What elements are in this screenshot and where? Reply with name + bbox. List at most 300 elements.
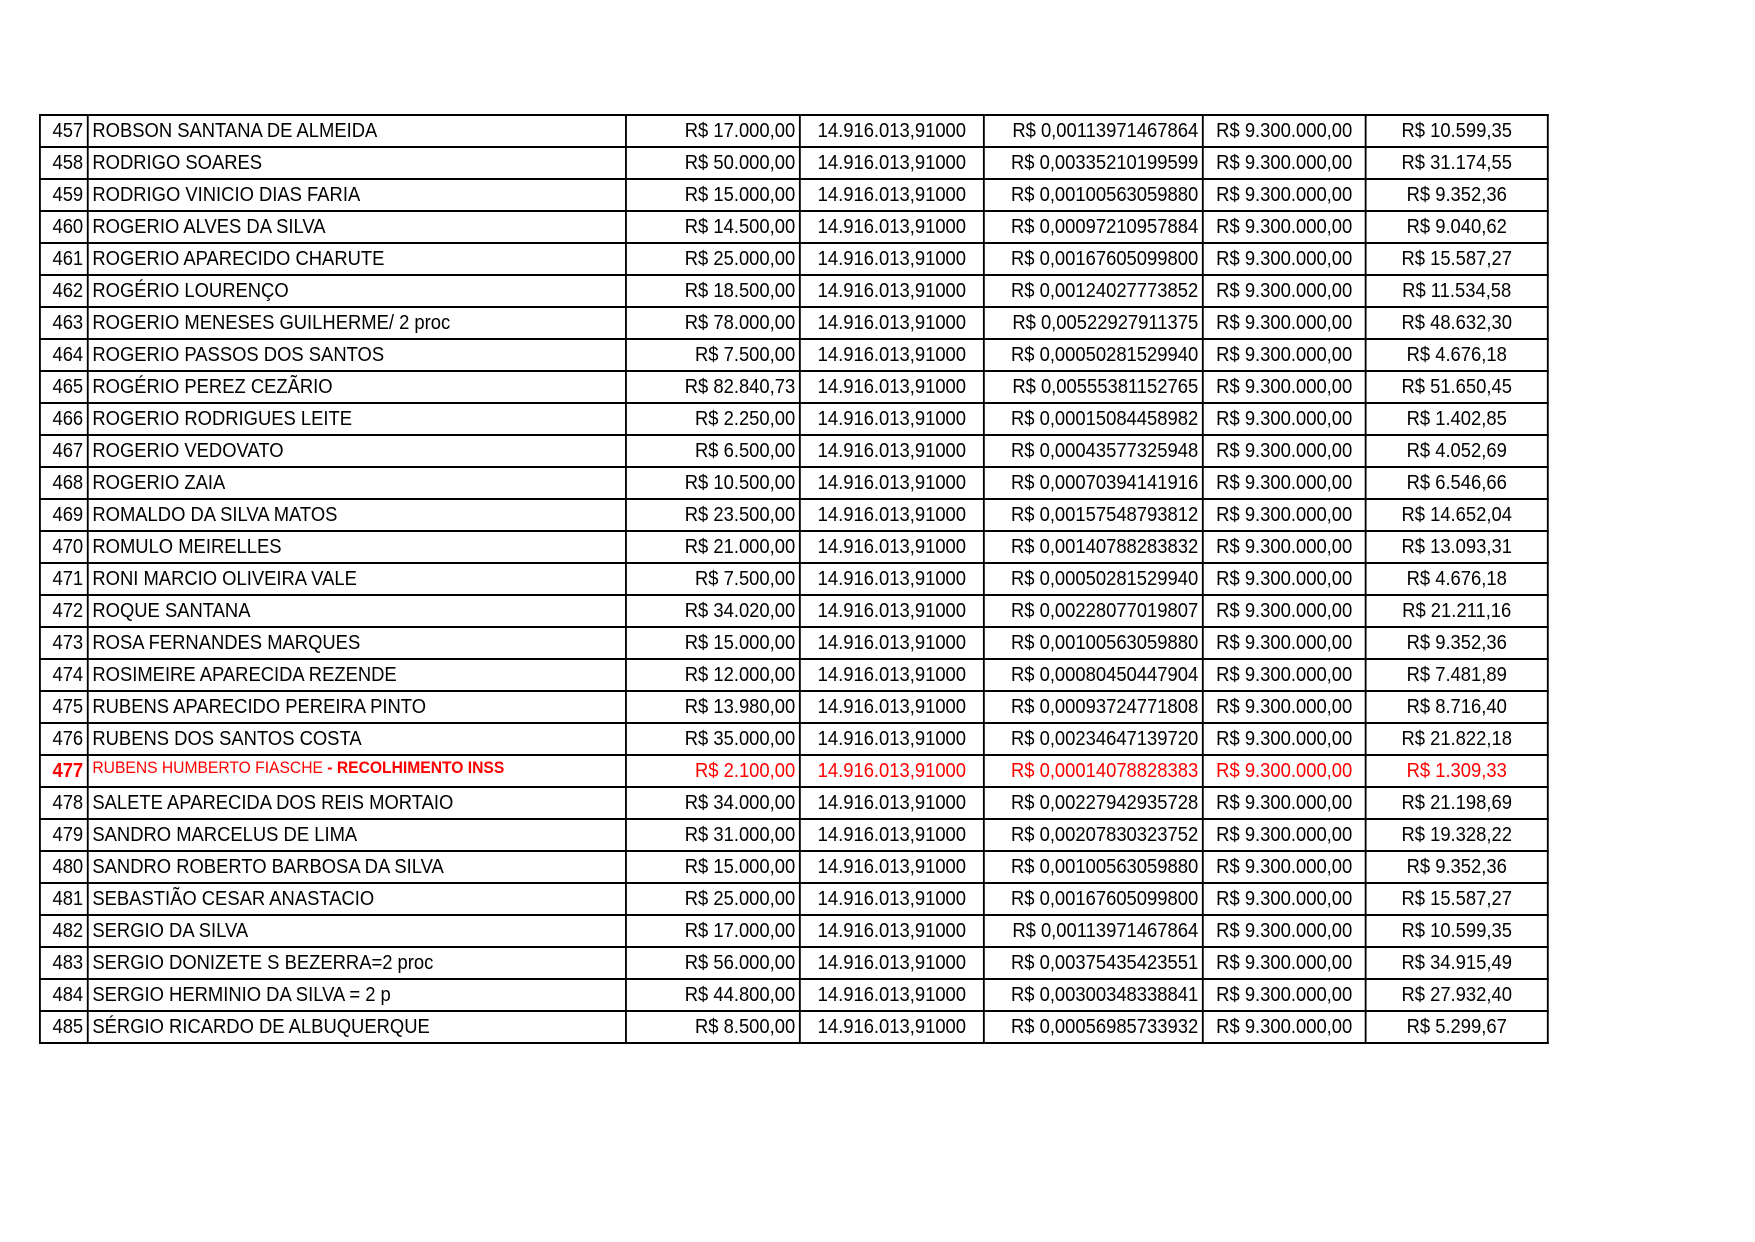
total-credits: 14.916.013,91000 [817, 632, 967, 654]
share-amount-cell [1366, 627, 1548, 659]
coefficient-cell [984, 403, 1203, 435]
fund-amount: R$ 9.300.000,00 [1216, 856, 1353, 878]
row-number-cell [40, 339, 88, 371]
fund-amount-cell [1203, 403, 1366, 435]
creditor-name-cell [88, 307, 626, 339]
row-number: 465 [52, 376, 84, 398]
credit-value-cell [626, 371, 800, 403]
total-credits: 14.916.013,91000 [817, 472, 967, 494]
total-credits-cell [800, 947, 984, 979]
creditor-name: SANDRO MARCELUS DE LIMA [92, 824, 358, 846]
row-number: 464 [52, 344, 84, 366]
total-credits-cell [800, 531, 984, 563]
coefficient-cell [984, 819, 1203, 851]
creditor-name: ROMALDO DA SILVA MATOS [92, 504, 338, 526]
coefficient: R$ 0,00015084458982 [1010, 408, 1199, 430]
row-number-cell [40, 371, 88, 403]
coefficient: R$ 0,00100563059880 [1010, 856, 1199, 878]
coefficient: R$ 0,00097210957884 [1010, 216, 1199, 238]
creditor-name: RUBENS HUMBERTO FIASCHE [92, 758, 323, 777]
row-number: 461 [52, 248, 84, 270]
total-credits-cell [800, 915, 984, 947]
credit-value-cell [626, 691, 800, 723]
total-credits-cell [800, 339, 984, 371]
coefficient: R$ 0,00140788283832 [1010, 536, 1199, 558]
credit-value: R$ 21.000,00 [684, 536, 796, 558]
credit-value-cell [626, 275, 800, 307]
creditor-name: SEBASTIÃO CESAR ANASTACIO [92, 888, 375, 910]
table-row [40, 787, 1548, 819]
row-number: 477 [52, 760, 84, 782]
fund-amount: R$ 9.300.000,00 [1216, 504, 1353, 526]
table-row [40, 755, 1548, 787]
creditor-name-cell [88, 1011, 626, 1043]
share-amount: R$ 51.650,45 [1401, 376, 1512, 398]
coefficient: R$ 0,00100563059880 [1010, 632, 1199, 654]
fund-amount-cell [1203, 723, 1366, 755]
coefficient: R$ 0,00522927911375 [1012, 312, 1199, 334]
fund-amount-cell [1203, 147, 1366, 179]
row-number-cell [40, 467, 88, 499]
total-credits-cell [800, 659, 984, 691]
row-number-cell [40, 851, 88, 883]
table-row [40, 371, 1548, 403]
total-credits: 14.916.013,91000 [817, 792, 967, 814]
total-credits-cell [800, 1011, 984, 1043]
creditor-name: RUBENS DOS SANTOS COSTA [92, 728, 362, 750]
table-row [40, 403, 1548, 435]
credit-value: R$ 15.000,00 [684, 184, 796, 206]
total-credits: 14.916.013,91000 [817, 536, 967, 558]
share-amount-cell [1366, 275, 1548, 307]
creditor-name: ROGERIO PASSOS DOS SANTOS [92, 344, 385, 366]
coefficient: R$ 0,00228077019807 [1010, 600, 1199, 622]
credit-value: R$ 82.840,73 [684, 376, 796, 398]
credit-value-cell [626, 819, 800, 851]
coefficient-cell [984, 659, 1203, 691]
credit-value: R$ 25.000,00 [684, 888, 796, 910]
creditor-name: ROMULO MEIRELLES [92, 536, 282, 558]
row-number-cell [40, 307, 88, 339]
creditor-name: SERGIO DA SILVA [92, 920, 249, 942]
total-credits-cell [800, 371, 984, 403]
credit-value-cell [626, 115, 800, 147]
credit-value: R$ 2.100,00 [694, 760, 796, 782]
credit-value: R$ 35.000,00 [684, 728, 796, 750]
credit-value: R$ 56.000,00 [684, 952, 796, 974]
creditor-name: ROBSON SANTANA DE ALMEIDA [92, 120, 378, 142]
row-number-cell [40, 787, 88, 819]
share-amount: R$ 5.299,67 [1406, 1016, 1507, 1038]
creditor-name-cell [88, 883, 626, 915]
coefficient: R$ 0,00375435423551 [1010, 952, 1199, 974]
coefficient-cell [984, 691, 1203, 723]
total-credits-cell [800, 243, 984, 275]
credit-value-cell [626, 435, 800, 467]
coefficient-cell [984, 947, 1203, 979]
share-amount: R$ 15.587,27 [1401, 888, 1512, 910]
fund-amount-cell [1203, 883, 1366, 915]
fund-amount: R$ 9.300.000,00 [1216, 472, 1353, 494]
total-credits-cell [800, 627, 984, 659]
creditor-name-cell [88, 403, 626, 435]
table-row [40, 979, 1548, 1011]
fund-amount: R$ 9.300.000,00 [1216, 312, 1353, 334]
coefficient-cell [984, 979, 1203, 1011]
creditor-note: - RECOLHIMENTO INSS [322, 758, 505, 777]
share-amount-cell [1366, 787, 1548, 819]
total-credits-cell [800, 275, 984, 307]
fund-amount: R$ 9.300.000,00 [1216, 760, 1353, 782]
row-number-cell [40, 755, 88, 787]
row-number-cell [40, 883, 88, 915]
coefficient-cell [984, 179, 1203, 211]
fund-amount: R$ 9.300.000,00 [1216, 376, 1353, 398]
total-credits: 14.916.013,91000 [817, 504, 967, 526]
fund-amount: R$ 9.300.000,00 [1216, 440, 1353, 462]
credit-value-cell [626, 403, 800, 435]
fund-amount: R$ 9.300.000,00 [1216, 536, 1353, 558]
share-amount: R$ 1.309,33 [1406, 760, 1507, 782]
table-row [40, 1011, 1548, 1043]
credit-value-cell [626, 1011, 800, 1043]
share-amount: R$ 9.352,36 [1406, 632, 1507, 654]
share-amount-cell [1366, 179, 1548, 211]
credit-value: R$ 13.980,00 [684, 696, 796, 718]
credit-value: R$ 44.800,00 [684, 984, 796, 1006]
share-amount-cell [1366, 1011, 1548, 1043]
table-row [40, 211, 1548, 243]
credit-value-cell [626, 243, 800, 275]
coefficient: R$ 0,00113971467864 [1012, 120, 1199, 142]
fund-amount-cell [1203, 371, 1366, 403]
fund-amount: R$ 9.300.000,00 [1216, 984, 1353, 1006]
row-number-cell [40, 115, 88, 147]
coefficient: R$ 0,00070394141916 [1010, 472, 1199, 494]
share-amount-cell [1366, 723, 1548, 755]
coefficient-cell [984, 883, 1203, 915]
row-number: 467 [52, 440, 84, 462]
share-amount: R$ 9.352,36 [1406, 184, 1507, 206]
creditor-name-cell [88, 691, 626, 723]
share-amount-cell [1366, 691, 1548, 723]
credit-value: R$ 7.500,00 [694, 568, 796, 590]
fund-amount-cell [1203, 819, 1366, 851]
creditor-name: ROGERIO RODRIGUES LEITE [92, 408, 353, 430]
creditor-name: SERGIO DONIZETE S BEZERRA=2 proc [92, 952, 434, 974]
row-number-cell [40, 595, 88, 627]
credit-value: R$ 25.000,00 [684, 248, 796, 270]
fund-amount-cell [1203, 659, 1366, 691]
share-amount: R$ 11.534,58 [1402, 280, 1512, 302]
row-number-cell [40, 1011, 88, 1043]
credit-value: R$ 31.000,00 [684, 824, 796, 846]
fund-amount-cell [1203, 275, 1366, 307]
coefficient-cell [984, 115, 1203, 147]
credit-value-cell [626, 531, 800, 563]
total-credits: 14.916.013,91000 [817, 952, 967, 974]
row-number: 462 [52, 280, 84, 302]
row-number-cell [40, 403, 88, 435]
share-amount-cell [1366, 563, 1548, 595]
share-amount-cell [1366, 371, 1548, 403]
row-number-cell [40, 211, 88, 243]
creditor-name-cell [88, 499, 626, 531]
row-number: 471 [52, 568, 84, 590]
creditor-name-cell [88, 435, 626, 467]
share-amount-cell [1366, 979, 1548, 1011]
share-amount: R$ 4.052,69 [1406, 440, 1507, 462]
table-row [40, 723, 1548, 755]
creditor-name-cell [88, 947, 626, 979]
total-credits: 14.916.013,91000 [817, 920, 967, 942]
share-amount: R$ 15.587,27 [1401, 248, 1512, 270]
credit-value: R$ 34.020,00 [684, 600, 796, 622]
credit-value: R$ 23.500,00 [684, 504, 796, 526]
credit-value: R$ 15.000,00 [684, 632, 796, 654]
credit-value-cell [626, 947, 800, 979]
coefficient: R$ 0,00100563059880 [1010, 184, 1199, 206]
total-credits-cell [800, 723, 984, 755]
coefficient-cell [984, 787, 1203, 819]
credit-value: R$ 15.000,00 [684, 856, 796, 878]
row-number-cell [40, 531, 88, 563]
table-row [40, 563, 1548, 595]
total-credits: 14.916.013,91000 [817, 408, 967, 430]
credit-value-cell [626, 979, 800, 1011]
total-credits-cell [800, 467, 984, 499]
table-row [40, 915, 1548, 947]
total-credits-cell [800, 147, 984, 179]
fund-amount: R$ 9.300.000,00 [1216, 664, 1353, 686]
credit-value: R$ 34.000,00 [684, 792, 796, 814]
share-amount: R$ 10.599,35 [1401, 120, 1512, 142]
credit-value-cell [626, 211, 800, 243]
total-credits-cell [800, 755, 984, 787]
share-amount-cell [1366, 115, 1548, 147]
row-number-cell [40, 499, 88, 531]
creditor-name: ROGÉRIO PEREZ CEZÃRIO [92, 376, 333, 398]
coefficient-cell [984, 307, 1203, 339]
table-row [40, 947, 1548, 979]
total-credits: 14.916.013,91000 [817, 152, 967, 174]
credit-value: R$ 2.250,00 [694, 408, 796, 430]
creditor-name: SALETE APARECIDA DOS REIS MORTAIO [92, 792, 454, 814]
fund-amount: R$ 9.300.000,00 [1216, 728, 1353, 750]
creditor-name-cell [88, 563, 626, 595]
total-credits-cell [800, 595, 984, 627]
share-amount-cell [1366, 947, 1548, 979]
total-credits-cell [800, 787, 984, 819]
coefficient-cell [984, 755, 1203, 787]
creditor-name-cell [88, 595, 626, 627]
creditor-name-cell [88, 243, 626, 275]
creditor-name: RUBENS APARECIDO PEREIRA PINTO [92, 696, 427, 718]
total-credits: 14.916.013,91000 [817, 184, 967, 206]
fund-amount-cell [1203, 467, 1366, 499]
coefficient: R$ 0,00207830323752 [1010, 824, 1199, 846]
share-amount: R$ 4.676,18 [1406, 344, 1507, 366]
credit-value-cell [626, 787, 800, 819]
total-credits-cell [800, 115, 984, 147]
fund-amount-cell [1203, 563, 1366, 595]
coefficient-cell [984, 243, 1203, 275]
fund-amount: R$ 9.300.000,00 [1216, 696, 1353, 718]
table-row [40, 339, 1548, 371]
coefficient-cell [984, 563, 1203, 595]
total-credits: 14.916.013,91000 [817, 344, 967, 366]
credit-value: R$ 7.500,00 [694, 344, 796, 366]
total-credits-cell [800, 883, 984, 915]
table-row [40, 243, 1548, 275]
table-row [40, 307, 1548, 339]
fund-amount-cell [1203, 787, 1366, 819]
share-amount: R$ 27.932,40 [1401, 984, 1512, 1006]
row-number-cell [40, 659, 88, 691]
share-amount-cell [1366, 211, 1548, 243]
row-number: 484 [52, 984, 84, 1006]
share-amount: R$ 34.915,49 [1401, 952, 1512, 974]
fund-amount-cell [1203, 435, 1366, 467]
row-number: 466 [52, 408, 84, 430]
total-credits: 14.916.013,91000 [817, 1016, 967, 1038]
creditor-name-cell [88, 787, 626, 819]
credit-value-cell [626, 915, 800, 947]
total-credits: 14.916.013,91000 [817, 600, 967, 622]
share-amount-cell [1366, 819, 1548, 851]
creditor-name-cell [88, 115, 626, 147]
total-credits-cell [800, 307, 984, 339]
share-amount-cell [1366, 883, 1548, 915]
credit-value-cell [626, 339, 800, 371]
row-number: 475 [52, 696, 84, 718]
coefficient-cell [984, 531, 1203, 563]
creditor-name: ROQUE SANTANA [92, 600, 251, 622]
row-number-cell [40, 147, 88, 179]
creditor-name-cell [88, 819, 626, 851]
fund-amount-cell [1203, 339, 1366, 371]
creditor-name: ROGERIO VEDOVATO [92, 440, 284, 462]
row-number: 483 [52, 952, 84, 974]
credit-value: R$ 18.500,00 [684, 280, 796, 302]
total-credits: 14.916.013,91000 [817, 824, 967, 846]
share-amount: R$ 1.402,85 [1406, 408, 1507, 430]
coefficient: R$ 0,00234647139720 [1010, 728, 1199, 750]
row-number-cell [40, 691, 88, 723]
row-number: 482 [52, 920, 84, 942]
table-body [40, 115, 1548, 1043]
row-number-cell [40, 435, 88, 467]
share-amount: R$ 31.174,55 [1401, 152, 1512, 174]
share-amount: R$ 48.632,30 [1401, 312, 1512, 334]
coefficient-cell [984, 467, 1203, 499]
total-credits-cell [800, 179, 984, 211]
creditor-name: RONI MARCIO OLIVEIRA VALE [92, 568, 357, 590]
coefficient-cell [984, 595, 1203, 627]
total-credits-cell [800, 979, 984, 1011]
row-number-cell [40, 179, 88, 211]
credit-value-cell [626, 883, 800, 915]
share-amount-cell [1366, 531, 1548, 563]
total-credits-cell [800, 435, 984, 467]
share-amount-cell [1366, 659, 1548, 691]
creditor-name: ROGERIO MENESES GUILHERME/ 2 proc [92, 312, 451, 334]
table-row [40, 499, 1548, 531]
creditor-name-cell [88, 371, 626, 403]
coefficient-cell [984, 435, 1203, 467]
total-credits: 14.916.013,91000 [817, 312, 967, 334]
coefficient: R$ 0,00043577325948 [1010, 440, 1199, 462]
row-number: 469 [52, 504, 84, 526]
row-number: 478 [52, 792, 84, 814]
coefficient: R$ 0,00080450447904 [1010, 664, 1199, 686]
share-amount-cell [1366, 851, 1548, 883]
coefficient-cell [984, 627, 1203, 659]
row-number-cell [40, 723, 88, 755]
share-amount: R$ 7.481,89 [1406, 664, 1507, 686]
creditor-name-cell [88, 275, 626, 307]
creditor-name-cell [88, 467, 626, 499]
credit-value-cell [626, 723, 800, 755]
fund-amount-cell [1203, 947, 1366, 979]
share-amount: R$ 10.599,35 [1401, 920, 1512, 942]
creditor-name: RODRIGO VINICIO DIAS FARIA [92, 184, 361, 206]
total-credits: 14.916.013,91000 [817, 120, 967, 142]
creditor-name: ROGÉRIO LOURENÇO [92, 280, 289, 302]
share-amount-cell [1366, 243, 1548, 275]
table-row [40, 595, 1548, 627]
total-credits: 14.916.013,91000 [817, 856, 967, 878]
creditor-name-cell [88, 147, 626, 179]
fund-amount-cell [1203, 851, 1366, 883]
coefficient: R$ 0,00050281529940 [1010, 568, 1199, 590]
share-amount-cell [1366, 403, 1548, 435]
coefficient-cell [984, 371, 1203, 403]
fund-amount-cell [1203, 179, 1366, 211]
row-number: 457 [52, 120, 84, 142]
share-amount-cell [1366, 307, 1548, 339]
table-row [40, 147, 1548, 179]
rateio-table [39, 114, 1549, 1044]
coefficient-cell [984, 499, 1203, 531]
row-number: 476 [52, 728, 84, 750]
coefficient-cell [984, 211, 1203, 243]
row-number-cell [40, 243, 88, 275]
row-number-cell [40, 275, 88, 307]
total-credits: 14.916.013,91000 [817, 440, 967, 462]
fund-amount: R$ 9.300.000,00 [1216, 792, 1353, 814]
credit-value: R$ 8.500,00 [694, 1016, 796, 1038]
total-credits-cell [800, 499, 984, 531]
row-number: 480 [52, 856, 84, 878]
table-row [40, 659, 1548, 691]
table-row [40, 883, 1548, 915]
total-credits: 14.916.013,91000 [817, 984, 967, 1006]
credit-value-cell [626, 755, 800, 787]
share-amount: R$ 14.652,04 [1401, 504, 1512, 526]
credit-value-cell [626, 627, 800, 659]
fund-amount-cell [1203, 211, 1366, 243]
creditor-name-cell [88, 531, 626, 563]
credit-value-cell [626, 595, 800, 627]
coefficient-cell [984, 147, 1203, 179]
credit-value: R$ 17.000,00 [684, 120, 796, 142]
row-number: 470 [52, 536, 84, 558]
creditor-name-cell [88, 339, 626, 371]
creditor-name: SÉRGIO RICARDO DE ALBUQUERQUE [92, 1016, 430, 1038]
share-amount-cell [1366, 467, 1548, 499]
row-number-cell [40, 819, 88, 851]
